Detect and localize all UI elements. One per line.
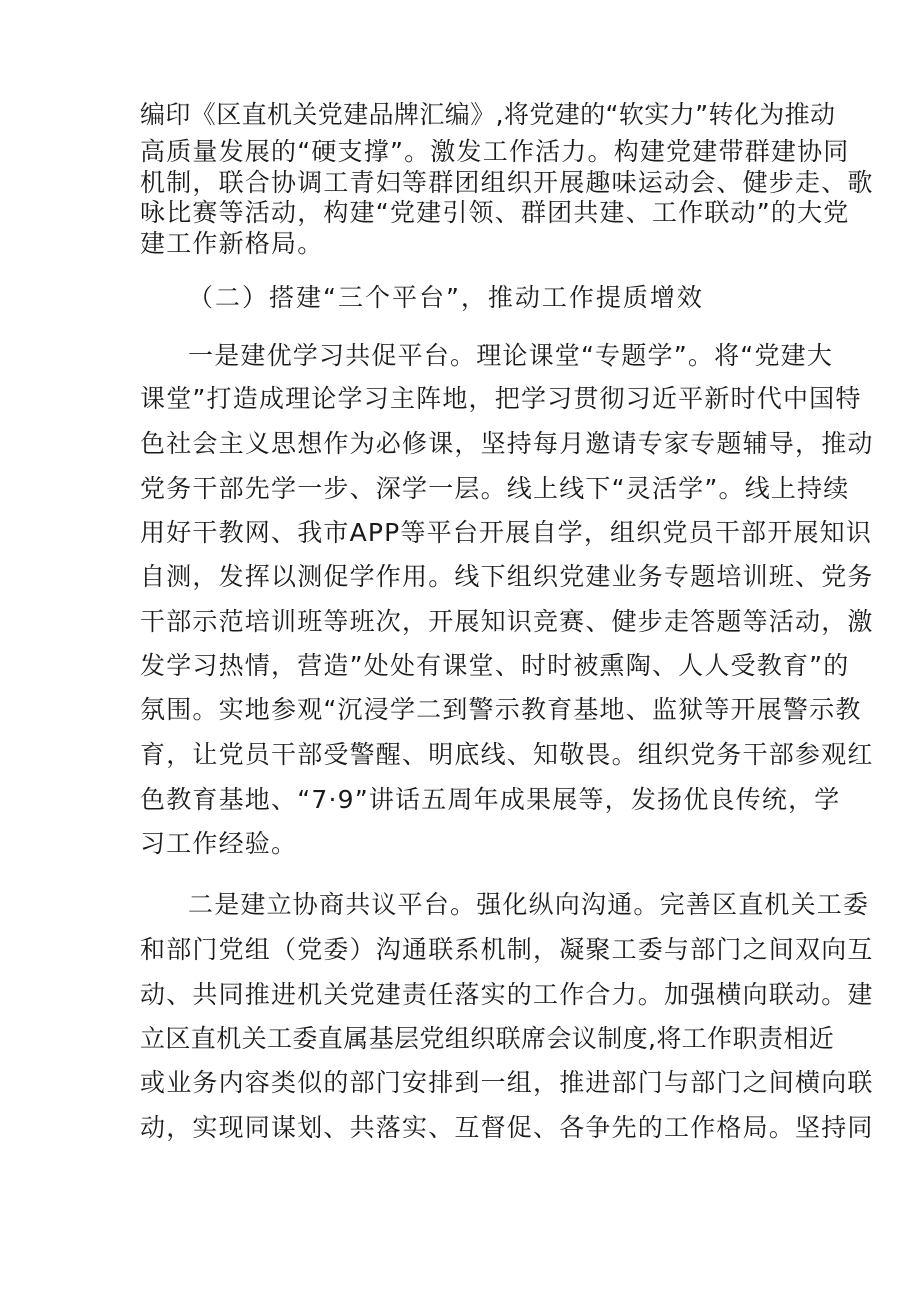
paragraph-2-line-1: 一是建优学习共促平台。理论课堂“专题学”。将“党建大 (188, 341, 834, 370)
paragraph-2-line-3: 色社会主义思想作为必修课，坚持每月邀请专家专题辅导，推动 (140, 429, 874, 458)
paragraph-3-line-4: 立区直机关工委直属基层党组织联席会议制度,将工作职责相近 (140, 1024, 835, 1053)
paragraph-1-line-2: 高质量发展的“硬支撑”。激发工作活力。构建党建带群建协同 (140, 137, 850, 166)
paragraph-2-line-12: 习工作经验。 (140, 829, 298, 858)
paragraph-3-line-6: 动，实现同谋划、共落实、互督促、各争先的工作格局。坚持同 (140, 1113, 874, 1142)
section-heading: （二）搭建“三个平台”，推动工作提质增效 (188, 283, 704, 312)
paragraph-2-line-4: 党务干部先学一步、深学一层。线上线下“灵活学”。线上持续 (140, 474, 850, 503)
paragraph-2-line-5: 用好干教网、我市APP等平台开展自学，组织党员干部开展知识 (140, 518, 873, 547)
paragraph-1-line-5: 建工作新格局。 (140, 229, 324, 258)
paragraph-2-line-9: 氛围。实地参观“沉浸学二到警示教育基地、监狱等开展警示教 (140, 695, 862, 724)
paragraph-2-line-11: 色教育基地、“7·9”讲话五周年成果展等，发扬优良传统，学 (140, 785, 841, 814)
paragraph-2-line-10: 育，让党员干部受警醒、明底线、知敬畏。组织党务干部参观红 (140, 740, 874, 769)
paragraph-3-line-2: 和部门党组（党委）沟通联系机制，凝聚工委与部门之间双向互 (140, 935, 874, 964)
paragraph-3-line-3: 动、共同推进机关党建责任落实的工作合力。加强横向联动。建 (140, 980, 874, 1009)
paragraph-2-line-2: 课堂”打造成理论学习主阵地，把学习贯彻习近平新时代中国特 (140, 384, 862, 413)
paragraph-3-line-1: 二是建立协商共议平台。强化纵向沟通。完善区直机关工委 (188, 890, 870, 919)
paragraph-3-line-5: 或业务内容类似的部门安排到一组，推进部门与部门之间横向联 (140, 1068, 874, 1097)
paragraph-2-line-6: 自测，发挥以测促学作用。线下组织党建业务专题培训班、党务 (140, 562, 874, 591)
paragraph-2-line-8: 发学习热情，营造”处处有课堂、时时被熏陶、人人受教育”的 (140, 651, 850, 680)
paragraph-2-line-7: 干部示范培训班等班次，开展知识竞赛、健步走答题等活动，激 (140, 607, 874, 636)
paragraph-1-line-4: 咏比赛等活动，构建“党建引领、群团共建、工作联动”的大党 (140, 198, 850, 227)
paragraph-1-line-3: 机制，联合协调工青妇等群团组织开展趣味运动会、健步走、歌 (140, 168, 874, 197)
paragraph-1-line-1: 编印《区直机关党建品牌汇编》,将党建的“软实力”转化为推动 (140, 100, 836, 129)
